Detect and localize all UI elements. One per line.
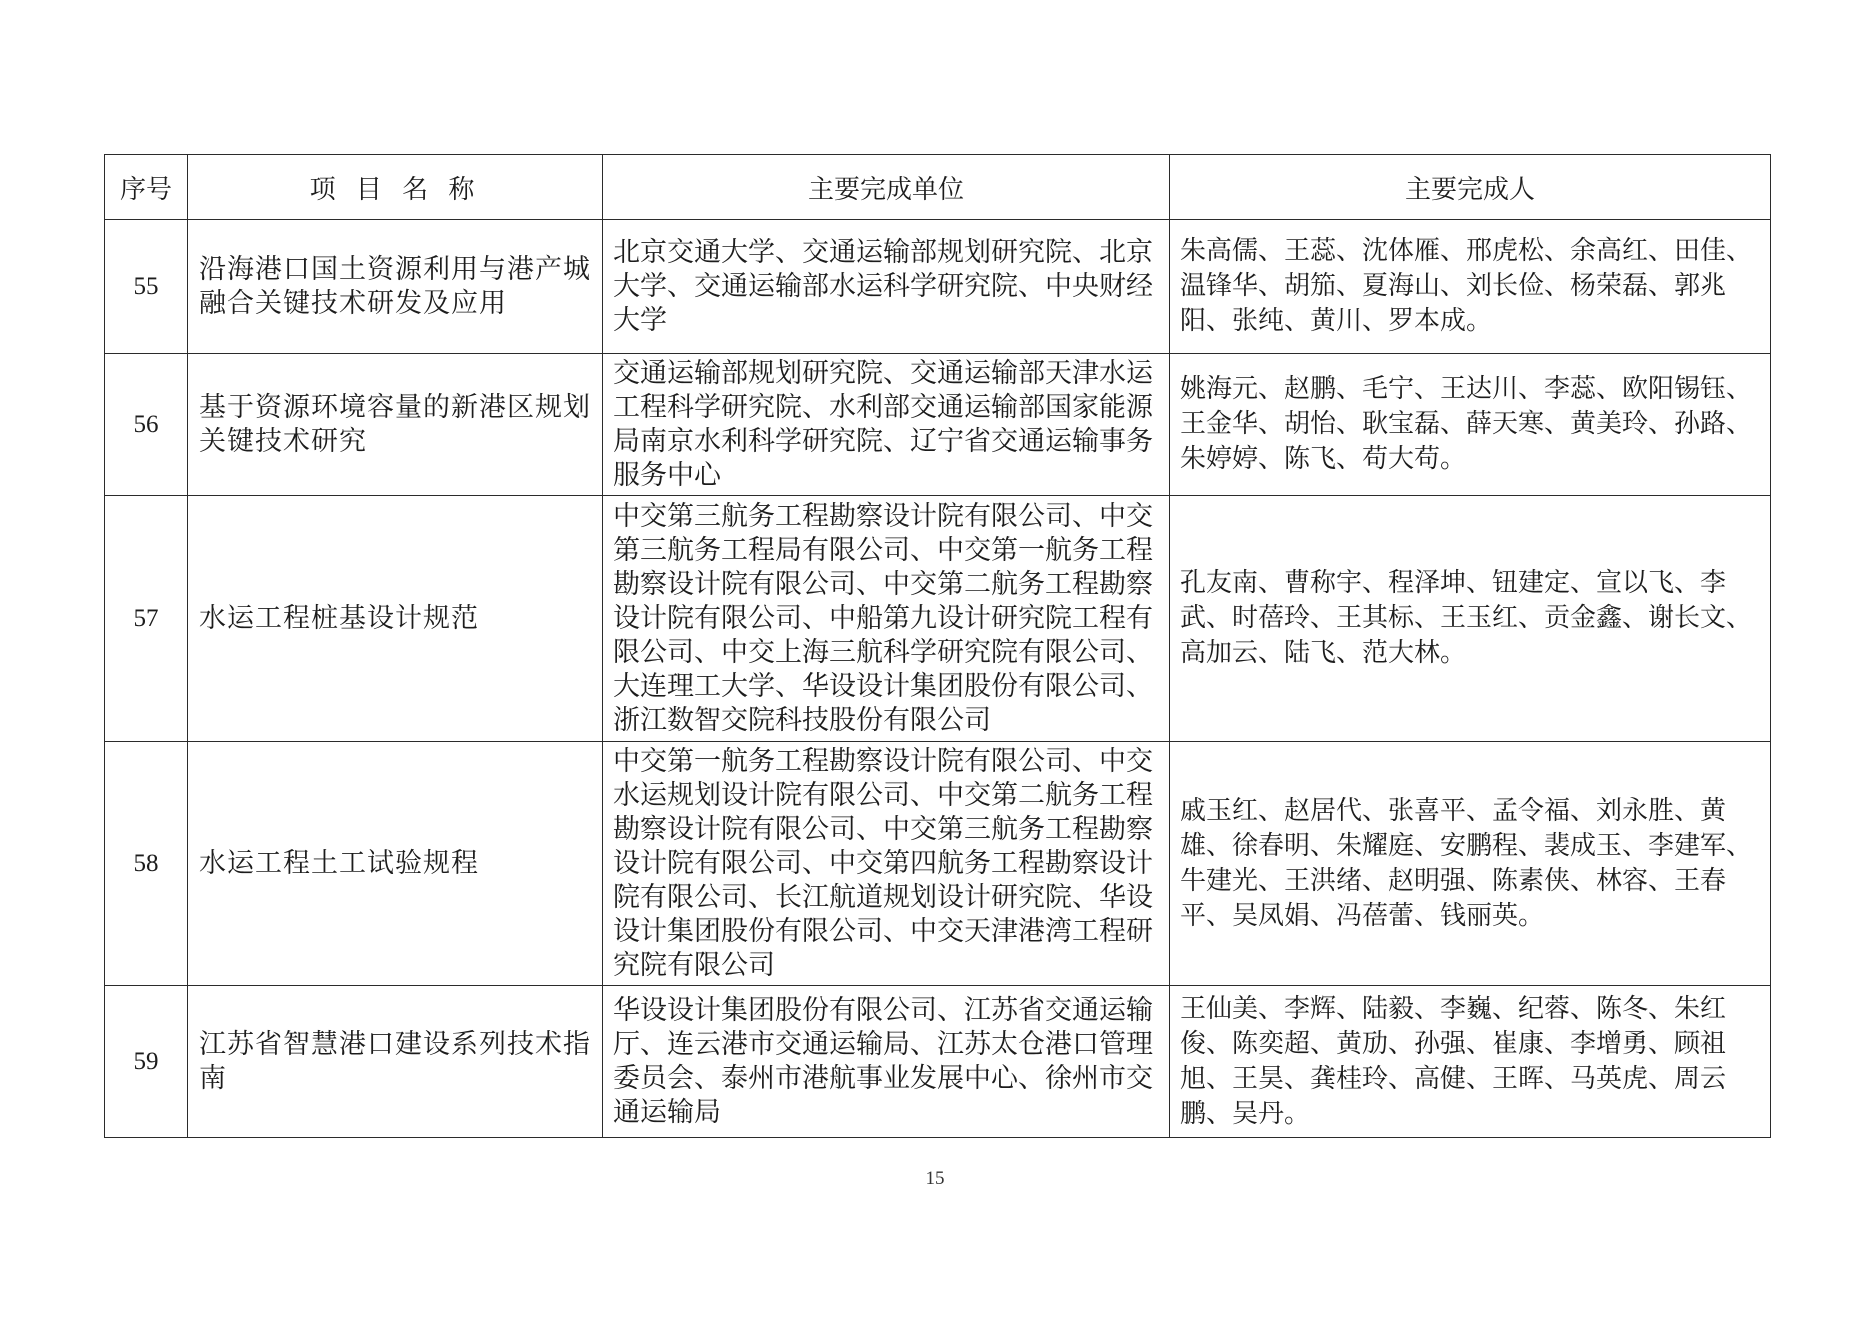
- table-row: [105, 742, 1771, 986]
- row-main-persons: 朱高儒、王蕊、沈体雁、邢虎松、余高红、田佳、温锋华、胡笳、夏海山、刘长俭、杨荣磊、郭兆阳、张纯、黄川、罗本成。: [1170, 220, 1771, 354]
- header-main-persons: 主要完成人: [1170, 155, 1771, 220]
- header-main-units: 主要完成单位: [603, 155, 1170, 220]
- page-number: 15: [925, 1168, 945, 1189]
- row-main-persons: 孔友南、曹称宇、程泽坤、钮建定、宣以飞、李武、时蓓玲、王其标、王玉红、贡金鑫、谢长文、高加云、陆飞、范大林。: [1170, 496, 1771, 742]
- row-main-units: 华设设计集团股份有限公司、江苏省交通运输厅、连云港市交通运输局、江苏太仓港口管理委员会、泰州市港航事业发展中心、徐州市交通运输局: [603, 986, 1170, 1138]
- table-row: [105, 986, 1771, 1138]
- row-main-units: 北京交通大学、交通运输部规划研究院、北京大学、交通运输部水运科学研究院、中央财经大学: [603, 220, 1170, 354]
- row-main-persons: 戚玉红、赵居代、张喜平、孟令福、刘永胜、黄雄、徐春明、朱耀庭、安鹏程、裴成玉、李建军、牛建光、王洪绪、赵明强、陈素侠、林容、王春平、吴凤娟、冯蓓蕾、钱丽英。: [1170, 742, 1771, 986]
- row-serial-number: 56: [105, 354, 188, 496]
- row-serial-number: 58: [105, 742, 188, 986]
- row-serial-number: 57: [105, 496, 188, 742]
- header-project-name: 项 目 名 称: [188, 155, 603, 220]
- row-main-persons: 姚海元、赵鹏、毛宁、王达川、李蕊、欧阳锡钰、王金华、胡怡、耿宝磊、薛天寒、黄美玲、孙路、朱婷婷、陈飞、苟大苟。: [1170, 354, 1771, 496]
- row-project-name: 水运工程土工试验规程: [188, 742, 603, 986]
- row-project-name: 沿海港口国土资源利用与港产城融合关键技术研发及应用: [188, 220, 603, 354]
- row-main-units: 交通运输部规划研究院、交通运输部天津水运工程科学研究院、水利部交通运输部国家能源局南京水利科学研究院、辽宁省交通运输事务服务中心: [603, 354, 1170, 496]
- row-serial-number: 59: [105, 986, 188, 1138]
- table-row: [105, 220, 1771, 354]
- row-main-units: 中交第一航务工程勘察设计院有限公司、中交水运规划设计院有限公司、中交第二航务工程勘察设计院有限公司、中交第三航务工程勘察设计院有限公司、中交第四航务工程勘察设计院有限公司、长江航道规划设计研究院、华设设计集团股份有限公司、中交天津港湾工程研究院有限公司: [603, 742, 1170, 986]
- table-header-row: [105, 155, 1771, 220]
- row-project-name: 基于资源环境容量的新港区规划关键技术研究: [188, 354, 603, 496]
- table-row: [105, 496, 1771, 742]
- award-projects-table: [104, 154, 1771, 1138]
- row-main-units: 中交第三航务工程勘察设计院有限公司、中交第三航务工程局有限公司、中交第一航务工程勘察设计院有限公司、中交第二航务工程勘察设计院有限公司、中船第九设计研究院工程有限公司、中交上海三航科学研究院有限公司、大连理工大学、华设设计集团股份有限公司、浙江数智交院科技股份有限公司: [603, 496, 1170, 742]
- header-serial-number: 序号: [105, 155, 188, 220]
- row-project-name: 水运工程桩基设计规范: [188, 496, 603, 742]
- row-project-name: 江苏省智慧港口建设系列技术指南: [188, 986, 603, 1138]
- row-main-persons: 王仙美、李辉、陆毅、李巍、纪蓉、陈冬、朱红俊、陈奕超、黄劢、孙强、崔康、李增勇、顾祖旭、王昊、龚桂玲、高健、王晖、马英虎、周云鹏、吴丹。: [1170, 986, 1771, 1138]
- table-row: [105, 354, 1771, 496]
- row-serial-number: 55: [105, 220, 188, 354]
